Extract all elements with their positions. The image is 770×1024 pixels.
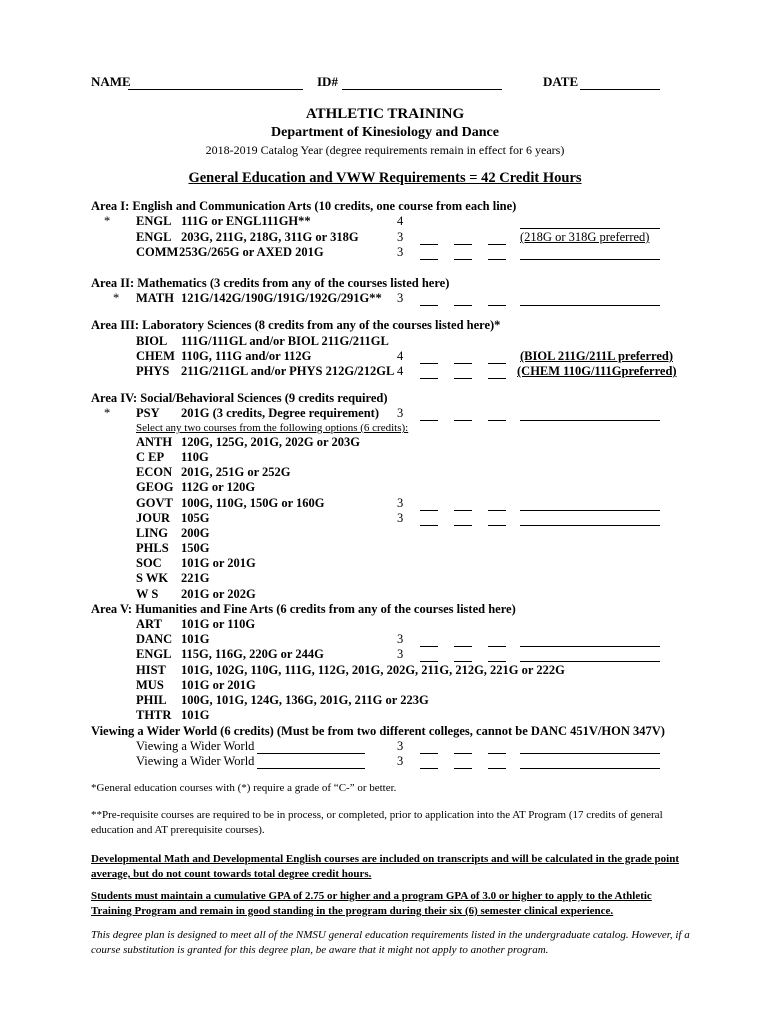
area4-row1-blank-3[interactable] [488,510,506,511]
area1-row2-blank-2[interactable] [454,244,472,245]
area4-econ-code: ECON [136,465,173,479]
area2-row1-blank-2[interactable] [454,305,472,306]
vww-row1-blank-2[interactable] [454,753,472,754]
gen-ed-title: General Education and VWW Requirements = 42 Credit Hours [188,170,582,186]
area5-phil-courses: 100G, 101G, 124G, 136G, 201G, 211G or 223G [181,693,429,707]
name-label: NAME [91,74,131,89]
area5-mus-code: MUS [136,678,164,692]
area4-govt-courses: 100G, 110G, 150G or 160G [181,496,325,510]
area2-star: * [113,291,120,305]
area4-jour-courses: 105G [181,511,210,525]
area4-psy-credits: 3 [397,406,404,420]
area1-row2-blank-1[interactable] [420,244,438,245]
area2-row1-credits: 3 [397,291,404,305]
area5-art-code: ART [136,617,162,631]
name-field[interactable] [128,89,303,90]
area3-row3-courses: 211G/211GL and/or PHYS 212G/212GL [181,364,395,378]
grade-note: *General education courses with (*) require a grade of “C-” or better. [91,782,397,794]
area5-engl-credits: 3 [397,647,404,661]
area2-row1-blank-1[interactable] [420,305,438,306]
area4-anth-courses: 120G, 125G, 201G, 202G or 203G [181,435,360,449]
area4-psy-code: PSY [136,406,160,420]
area5-row1-blank-1[interactable] [420,646,438,647]
area4-select-note: Select any two courses from the following options (6 credits): [136,422,409,434]
area5-row2-blank-2[interactable] [454,661,472,662]
area5-mus-courses: 101G or 201G [181,678,256,692]
vww-row1-credits: 3 [397,739,404,753]
area4-row2-blank-3[interactable] [488,525,506,526]
area3-row2-credits: 4 [397,349,404,363]
date-label: DATE [543,74,579,89]
area4-phls-courses: 150G [181,541,210,555]
area1-row2-courses: 203G, 211G, 218G, 311G or 318G [181,230,359,244]
area5-thtr-courses: 101G [181,708,210,722]
area5-danc-code: DANC [136,632,173,646]
vww-row1-label: Viewing a Wider World [136,739,255,753]
area5-row2-blank-1[interactable] [420,661,438,662]
page-title: ATHLETIC TRAINING [305,106,465,122]
area4-econ-courses: 201G, 251G or 252G [181,465,291,479]
disclaimer-note: This degree plan is designed to meet all of the NMSU general education requirements listed in the undergraduate catalog. However, if a course substitution is granted for this degree plan, be aware that it might not apply to another program. [91,929,690,956]
vww-row2-blank-3[interactable] [488,768,506,769]
id-label: ID# [317,74,338,89]
area5-danc-credits: 3 [397,632,404,646]
area2-row1-course-line[interactable] [520,305,660,306]
area1-row3-credits: 3 [397,245,404,259]
area4-geog-courses: 112G or 120G [181,480,256,494]
area3-row3-blank-1[interactable] [420,378,438,379]
area1-row2-code: ENGL [136,230,172,244]
area1-row1-code: ENGL [136,214,172,228]
area4-swk-code: S WK [136,571,169,585]
area5-row1-blank-2[interactable] [454,646,472,647]
vww-row1-course-line[interactable] [520,753,660,754]
area4-swk-courses: 221G [181,571,210,585]
area4-psy-course-line[interactable] [520,420,660,421]
developmental-note: Developmental Math and Developmental English courses are included on transcripts and will be calculated in the grade point average, but do not count towards total degree credit hours. [91,853,680,880]
area5-art-courses: 101G or 110G [181,617,256,631]
area5-row1-course-line[interactable] [520,646,660,647]
area2-row1-blank-3[interactable] [488,305,506,306]
area4-soc-code: SOC [136,556,162,570]
area4-geog-code: GEOG [136,480,174,494]
area4-row1-blank-2[interactable] [454,510,472,511]
vww-row2-blank-1[interactable] [420,768,438,769]
area4-row2-blank-2[interactable] [454,525,472,526]
area4-star: * [104,406,111,420]
vww-row2-blank-2[interactable] [454,768,472,769]
vww-row2-course-line[interactable] [520,768,660,769]
gpa-note: Students must maintain a cumulative GPA of 2.75 or higher and a program GPA of 3.0 or higher to apply to the Athletic Training Program and remain in good standing in the program during their six (6) semester clinical experience. [91,890,652,917]
area3-row3-code: PHYS [136,364,170,378]
date-field[interactable] [580,89,660,90]
area4-row2-blank-1[interactable] [420,525,438,526]
area3-row3-blank-2[interactable] [454,378,472,379]
area1-row1-course-line[interactable] [520,228,660,229]
area3-row3-credits: 4 [397,364,404,378]
area3-row1-courses: 111G/111GL and/or BIOL 211G/211GL [181,334,389,348]
area1-star: * [104,214,111,228]
area5-row1-blank-3[interactable] [488,646,506,647]
area4-ling-courses: 200G [181,526,210,540]
vww-row1-name-line[interactable] [257,753,365,754]
prereq-note: **Pre-requisite courses are required to be in process, or completed, prior to application into the AT Program (17 credits of general education and AT prerequisite courses). [91,809,663,836]
area4-psy-blank-3[interactable] [488,420,506,421]
area1-row3-code: COMM [136,245,179,259]
department-title: Department of Kinesiology and Dance [271,125,499,140]
area3-row2-blank-1[interactable] [420,363,438,364]
area1-title: Area I: English and Communication Arts (10 credits, one course from each line) [91,199,517,213]
area4-psy-blank-2[interactable] [454,420,472,421]
area1-row1-courses: 111G or ENGL111GH** [181,214,311,228]
area4-anth-code: ANTH [136,435,173,449]
area3-row2-code: CHEM [136,349,175,363]
area4-soc-courses: 101G or 201G [181,556,256,570]
area3-row2-blank-3[interactable] [488,363,506,364]
area3-row3-note: (CHEM 110G/111Gpreferred) [517,364,677,378]
area4-phls-code: PHLS [136,541,169,555]
area2-title: Area II: Mathematics (3 credits from any of the courses listed here) [91,276,450,290]
area1-row3-blank-3[interactable] [488,259,506,260]
area4-psy-blank-1[interactable] [420,420,438,421]
vww-row2-credits: 3 [397,754,404,768]
area4-title: Area IV: Social/Behavioral Sciences (9 credits required) [91,391,388,405]
area1-row2-credits: 3 [397,230,404,244]
area1-row3-course-line[interactable] [520,259,660,260]
vww-row2-name-line[interactable] [257,768,365,769]
area4-row1-course-line[interactable] [520,510,660,511]
vww-row1-blank-1[interactable] [420,753,438,754]
area5-danc-courses: 101G [181,632,210,646]
area5-thtr-code: THTR [136,708,172,722]
area5-title: Area V: Humanities and Fine Arts (6 credits from any of the courses listed here) [91,602,516,616]
area1-row3-blank-1[interactable] [420,259,438,260]
area4-psy-courses: 201G (3 credits, Degree requirement) [181,406,379,420]
area4-cep-code: C EP [136,450,165,464]
area2-row1-courses: 121G/142G/190G/191G/192G/291G** [181,291,382,305]
id-field[interactable] [342,89,502,90]
area3-row2-blank-2[interactable] [454,363,472,364]
area3-row2-courses: 110G, 111G and/or 112G [181,349,312,363]
area4-row2-course-line[interactable] [520,525,660,526]
area4-cep-courses: 110G [181,450,209,464]
area5-engl-courses: 115G, 116G, 220G or 244G [181,647,324,661]
area3-row2-note: (BIOL 211G/211L preferred) [520,349,674,363]
area5-row2-blank-3[interactable] [488,661,506,662]
area5-engl-code: ENGL [136,647,172,661]
area1-row3-blank-2[interactable] [454,259,472,260]
vww-row1-blank-3[interactable] [488,753,506,754]
area4-govt-code: GOVT [136,496,173,510]
vww-title: Viewing a Wider World (6 credits) (Must be from two different colleges, cannot be DANC 451V/HON 347V) [91,724,665,738]
area4-row1-blank-1[interactable] [420,510,438,511]
area4-govt-credits: 3 [397,496,404,510]
area2-row1-code: MATH [136,291,174,305]
area4-jour-credits: 3 [397,511,404,525]
area1-row2-blank-3[interactable] [488,244,506,245]
area4-ws-code: W S [136,587,159,601]
area3-title: Area III: Laboratory Sciences (8 credits from any of the courses listed here)* [91,318,501,332]
area1-row2-note: (218G or 318G preferred) [520,230,650,244]
vww-row2-label: Viewing a Wider World [136,754,255,768]
area5-hist-courses: 101G, 102G, 110G, 111G, 112G, 201G, 202G, 211G, 212G, 221G or 222G [181,663,565,677]
area4-ws-courses: 201G or 202G [181,587,256,601]
area1-row1-credits: 4 [397,214,404,228]
area3-row1-code: BIOL [136,334,168,348]
area5-row2-course-line[interactable] [520,661,660,662]
area5-hist-code: HIST [136,663,166,677]
area4-jour-code: JOUR [136,511,171,525]
area5-phil-code: PHIL [136,693,167,707]
catalog-year: 2018-2019 Catalog Year (degree requirements remain in effect for 6 years) [205,143,565,157]
area4-ling-code: LING [136,526,168,540]
area1-row3-courses: 253G/265G or AXED 201G [179,245,324,259]
area3-row3-blank-3[interactable] [488,378,506,379]
